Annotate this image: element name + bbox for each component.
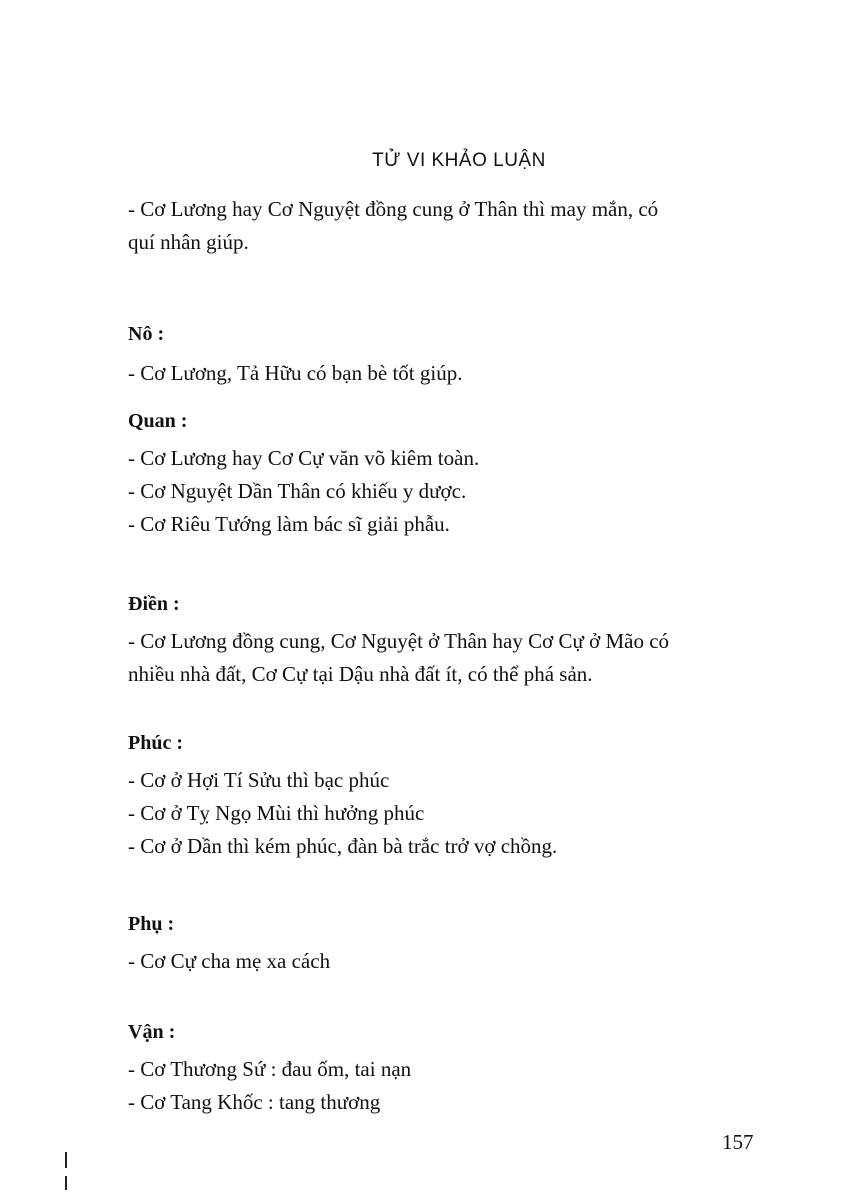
section-quan <box>128 405 768 541</box>
section-no <box>128 318 768 390</box>
text-line: nhiều nhà đất, Cơ Cự tại Dậu nhà đất ít, có thể phá sản. <box>128 662 593 686</box>
section-heading: Phúc : <box>128 732 183 754</box>
section-heading: Vận : <box>128 1021 176 1043</box>
text-line: - Cơ Lương đồng cung, Cơ Nguyệt ở Thân hay Cơ Cự ở Mão có <box>128 629 670 653</box>
text-line: - Cơ Thương Sứ : đau ốm, tai nạn <box>128 1057 412 1081</box>
page-number: 157 <box>722 1130 754 1154</box>
text-line: - Cơ Lương hay Cơ Cự văn võ kiêm toàn. <box>128 446 480 470</box>
text-line: - Cơ ở Dần thì kém phúc, đàn bà trắc trở vợ chồng. <box>128 834 558 858</box>
running-head: TỬ VI KHẢO LUẬN <box>372 150 546 171</box>
section-phu <box>128 908 768 978</box>
text-line: - Cơ ở Tỵ Ngọ Mùi thì hưởng phúc <box>128 801 425 825</box>
section-heading: Điền : <box>128 593 180 615</box>
section-heading: Quan : <box>128 410 188 432</box>
text-line: - Cơ Riêu Tướng làm bác sĩ giải phẫu. <box>128 512 450 536</box>
scan-mark <box>65 1176 67 1190</box>
text-line: - Cơ Lương, Tả Hữu có bạn bè tốt giúp. <box>128 361 463 385</box>
intro-paragraph <box>128 193 768 259</box>
section-dien <box>128 588 768 691</box>
text-line: - Cơ Tang Khốc : tang thương <box>128 1090 381 1114</box>
scan-mark <box>65 1152 67 1168</box>
section-heading: Nô : <box>128 323 165 345</box>
text-line: - Cơ ở Hợi Tí Sửu thì bạc phúc <box>128 768 390 792</box>
text-line: - Cơ Lương hay Cơ Nguyệt đồng cung ở Thân thì may mắn, có <box>128 197 659 221</box>
text-line: - Cơ Nguyệt Dần Thân có khiếu y dược. <box>128 479 467 503</box>
text-line: quí nhân giúp. <box>128 230 249 254</box>
section-heading: Phụ : <box>128 913 175 935</box>
section-phuc <box>128 727 768 863</box>
section-van <box>128 1016 768 1119</box>
text-line: - Cơ Cự cha mẹ xa cách <box>128 949 331 973</box>
